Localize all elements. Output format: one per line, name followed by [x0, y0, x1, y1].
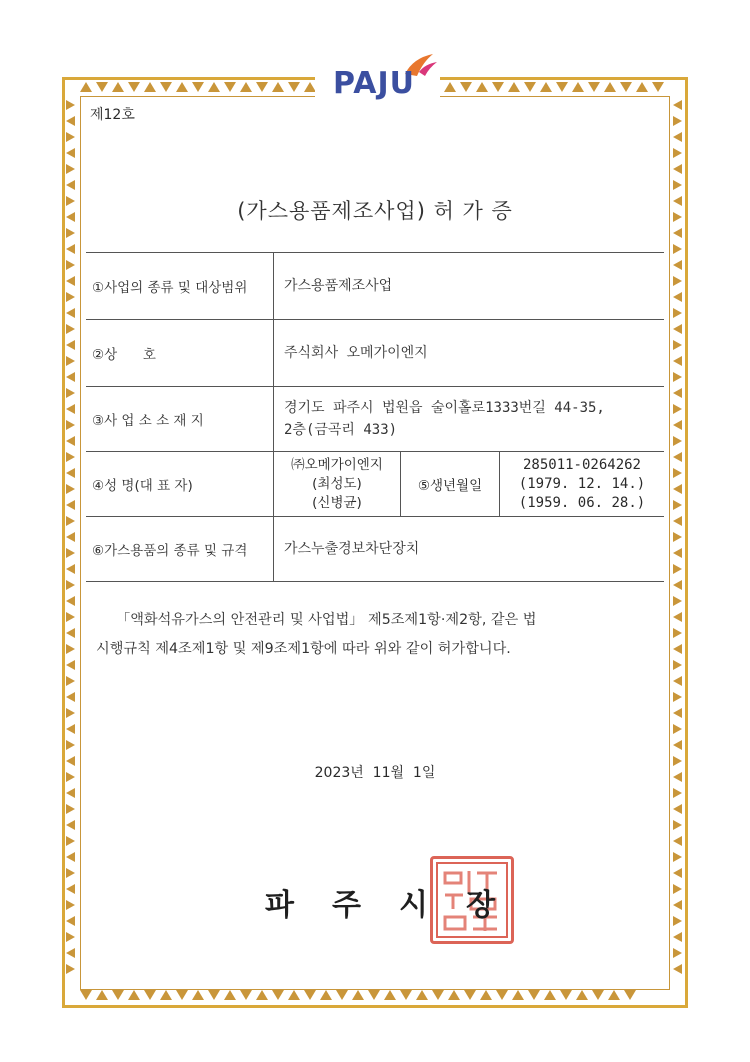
- value-business-type: 가스용품제조사업: [284, 278, 393, 294]
- label-representative: ④성 명(대 표 자): [86, 452, 274, 516]
- paju-logo: [315, 48, 440, 106]
- top-border-ornament-right: [444, 82, 664, 92]
- issue-date: 2023년 11월 1일: [314, 765, 436, 781]
- label-address: ③사 업 소 소 재 지: [86, 387, 274, 451]
- label-gas-product: ⑥가스용품의 종류 및 규격: [86, 517, 274, 581]
- value-trade-name: 주식회사 오메가이엔지: [284, 345, 428, 361]
- representative-2: (신병균): [312, 494, 362, 511]
- representative-names: [274, 452, 401, 516]
- bottom-border-ornament: [80, 990, 636, 1000]
- statement-line-2: 시행규칙 제4조제1항 및 제9조제1항에 따라 위와 같이 허가합니다.: [96, 641, 511, 657]
- issuer-char-1: 파: [265, 888, 294, 923]
- table-row-trade-name: [86, 320, 664, 387]
- issuer-name: [265, 880, 495, 924]
- company-name: ㈜오메가이엔지: [291, 456, 383, 473]
- issuer-char-4: 장: [466, 888, 495, 923]
- table-row-representative: [86, 452, 664, 517]
- value-address: [274, 387, 664, 451]
- right-border-ornament: [673, 100, 682, 974]
- issuer-char-2: 주: [332, 888, 361, 923]
- address-line-2: 2층(금곡리 433): [284, 422, 398, 438]
- issuer-char-3: 시: [399, 888, 428, 923]
- permit-statement: [96, 606, 654, 664]
- address-line-1: 경기도 파주시 법원읍 술이홀로1333번길 44-35,: [284, 400, 605, 416]
- value-gas-product: 가스누출경보차단장치: [284, 541, 420, 557]
- label-birth-date: ⑤생년월일: [401, 452, 500, 516]
- permit-table: [86, 252, 664, 582]
- birth-date-2: (1959. 06. 28.): [518, 494, 646, 511]
- left-border-ornament: [66, 100, 75, 974]
- top-border-ornament-left: [80, 82, 316, 92]
- table-row-gas-product: [86, 517, 664, 582]
- issue-number: 제12호: [90, 107, 135, 123]
- birth-dates: [500, 452, 664, 516]
- birth-date-1: (1979. 12. 14.): [518, 475, 646, 492]
- document-title: (가스용품제조사업) 허 가 증: [237, 199, 513, 223]
- statement-line-1: 「액화석유가스의 안전관리 및 사업법」 제5조제1항·제2항, 같은 법: [116, 612, 537, 628]
- logo-text: PAJU: [333, 66, 415, 101]
- label-trade-name: ②상 호: [86, 320, 274, 386]
- business-number: 285011-0264262: [522, 456, 641, 473]
- table-row-business-type: [86, 253, 664, 320]
- representative-1: (최성도): [312, 475, 362, 492]
- label-business-type: ①사업의 종류 및 대상범위: [86, 253, 274, 319]
- table-row-address: [86, 387, 664, 452]
